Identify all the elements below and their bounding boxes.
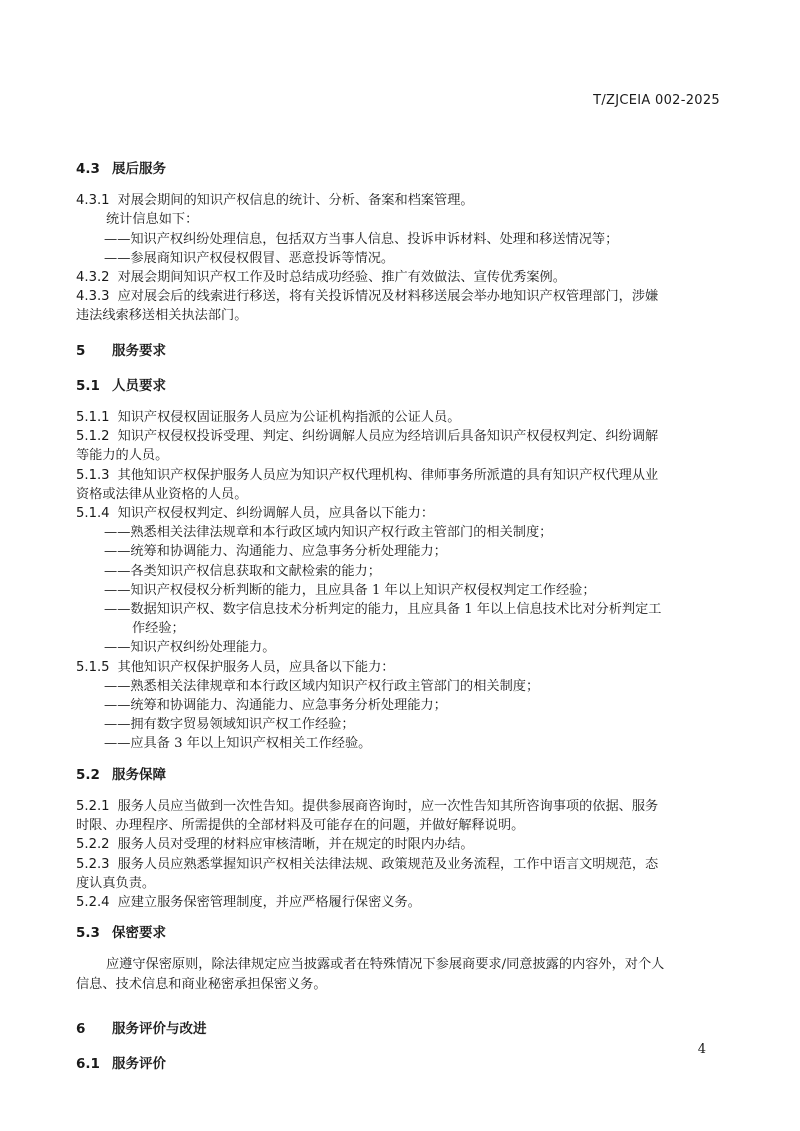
clause-5-1-5: 5.1.5 其他知识产权保护服务人员，应具备以下能力： <box>76 659 395 675</box>
list-item: ——应具备 3 年以上知识产权相关工作经验。 <box>104 736 372 752</box>
section-heading-5-3: 5.3 保密要求 <box>76 925 166 942</box>
clause-5-1-2: 5.1.2 知识产权侵权投诉受理、判定、纠纷调解人员应为经培训后具备知识产权侵权判定、纠纷调解 <box>76 429 659 445</box>
list-item: ——熟悉相关法律规章和本行政区域内知识产权行政主管部门的相关制度； <box>104 678 540 694</box>
list-item: ——知识产权纠纷处理信息，包括双方当事人信息、投诉申诉材料、处理和移送情况等； <box>104 231 619 247</box>
list-item: ——参展商知识产权侵权假冒、恶意投诉等情况。 <box>104 250 395 266</box>
clause-4-3-2: 4.3.2 对展会期间知识产权工作及时总结成功经验、推广有效做法、宣传优秀案例。 <box>76 270 566 286</box>
clause-4-3-1-sub: 统计信息如下： <box>106 212 199 228</box>
clause-5-2-4: 5.2.4 应建立服务保密管理制度，并应严格履行保密义务。 <box>76 894 421 910</box>
list-item: ——拥有数字贸易领域知识产权工作经验； <box>104 717 355 733</box>
section-heading-6-1: 6.1 服务评价 <box>76 1055 166 1072</box>
clause-5-1-3-cont: 资格或法律从业资格的人员。 <box>76 486 248 502</box>
list-item-cont: 作经验； <box>132 621 185 637</box>
section-heading-5-2: 5.2 服务保障 <box>76 766 166 783</box>
clause-4-3-3-cont: 违法线索移送相关执法部门。 <box>76 308 248 324</box>
list-item: ——统筹和协调能力、沟通能力、应急事务分析处理能力； <box>104 698 447 714</box>
clause-4-3-3: 4.3.3 应对展会后的线索进行移送，将有关投诉情况及材料移送展会举办地知识产权管理部门，涉嫌 <box>76 289 659 305</box>
section-heading-4-3: 4.3 展后服务 <box>76 161 166 177</box>
clause-4-3-1: 4.3.1 对展会期间的知识产权信息的统计、分析、备案和档案管理。 <box>76 193 474 209</box>
clause-5-2-3: 5.2.3 服务人员应熟悉掌握知识产权相关法律法规、政策规范及业务流程，工作中语言文明规范，态 <box>76 856 659 872</box>
clause-5-2-3-cont: 度认真负责。 <box>76 875 156 891</box>
clause-5-1-3: 5.1.3 其他知识产权保护服务人员应为知识产权代理机构、律师事务所派遣的具有知识产权代理从业 <box>76 467 659 483</box>
list-item: ——统筹和协调能力、沟通能力、应急事务分析处理能力； <box>104 544 447 560</box>
list-item: ——知识产权纠纷处理能力。 <box>104 640 276 656</box>
clause-5-1-2-cont: 等能力的人员。 <box>76 448 169 464</box>
section-heading-6: 6 服务评价与改进 <box>76 1020 207 1037</box>
section-heading-5: 5 服务要求 <box>76 342 166 359</box>
clause-5-1-1: 5.1.1 知识产权侵权固证服务人员应为公证机构指派的公证人员。 <box>76 410 461 426</box>
clause-5-3-cont: 信息、技术信息和商业秘密承担保密义务。 <box>76 976 327 992</box>
section-heading-5-1: 5.1 人员要求 <box>76 377 166 394</box>
document-code: T/ZJCEIA 002-2025 <box>593 93 720 108</box>
list-item: ——知识产权侵权分析判断的能力，且应具备 1 年以上知识产权侵权判定工作经验； <box>104 582 596 598</box>
list-item: ——各类知识产权信息获取和文献检索的能力； <box>104 563 381 579</box>
clause-5-2-2: 5.2.2 服务人员对受理的材料应审核清晰，并在规定的时限内办结。 <box>76 837 474 853</box>
page-number: 4 <box>697 1042 706 1057</box>
clause-5-3: 应遵守保密原则，除法律规定应当披露或者在特殊情况下参展商要求/同意披露的内容外，对个人 <box>106 957 665 973</box>
document-body <box>76 160 726 1074</box>
list-item: ——熟悉相关法律法规章和本行政区域内知识产权行政主管部门的相关制度； <box>104 525 553 541</box>
clause-5-2-1-cont: 时限、办理程序、所需提供的全部材料及可能存在的问题，并做好解释说明。 <box>76 818 525 834</box>
list-item: ——数据知识产权、数字信息技术分析判定的能力，且应具备 1 年以上信息技术比对分析判定工 <box>104 602 662 618</box>
clause-5-1-4: 5.1.4 知识产权侵权判定、纠纷调解人员，应具备以下能力： <box>76 506 435 522</box>
clause-5-2-1: 5.2.1 服务人员应当做到一次性告知。提供参展商咨询时，应一次性告知其所咨询事项的依据、服务 <box>76 798 659 814</box>
